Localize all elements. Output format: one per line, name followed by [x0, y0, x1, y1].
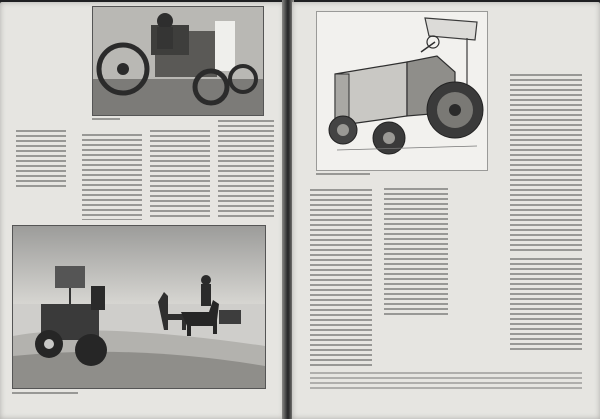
left-body-column-2 [150, 130, 210, 220]
tractor-line-drawing [316, 11, 488, 171]
field-scene-image [13, 226, 265, 388]
right-page [292, 2, 600, 419]
field-scene-caption [12, 392, 78, 395]
sign-board-icon [55, 266, 85, 288]
tractor-line-drawing-image [317, 12, 487, 170]
right-body-column-1 [310, 189, 372, 369]
left-caption-text [16, 130, 66, 190]
left-body-column-1 [82, 134, 142, 220]
right-body-column-2 [384, 188, 448, 318]
right-body-column-3 [510, 258, 582, 350]
tractor-drawing-caption [316, 173, 370, 176]
left-body-column-3 [218, 120, 274, 220]
tractor-front-caption [92, 118, 120, 121]
right-body-column-top [510, 74, 582, 252]
tractor-front-photo [92, 6, 264, 116]
left-page [0, 2, 284, 419]
field-scene-photo [12, 225, 266, 389]
footnotes [310, 372, 582, 390]
tractor-front-image [93, 7, 263, 115]
